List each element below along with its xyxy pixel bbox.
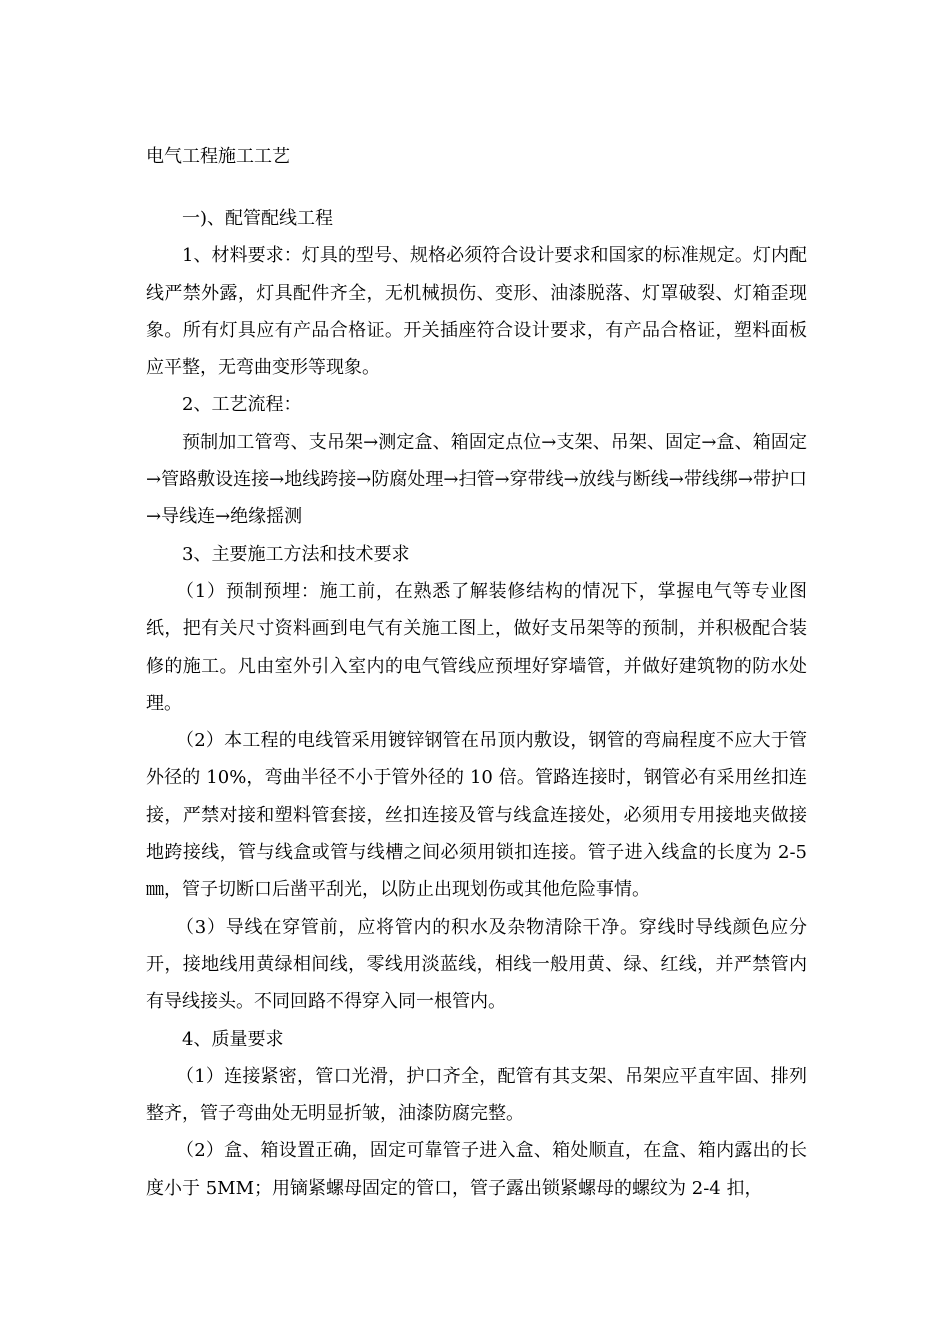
method-item-3-paragraph: （3）导线在穿管前，应将管内的积水及杂物清除干净。穿线时导线颜色应分开，接地线用黄绿相间线，零线用淡蓝线，相线一般用黄、绿、红线，并严禁管内有导线接头。不同回路不得穿入同一根管内。 [146, 916, 807, 1013]
material-requirements-paragraph: 1、材料要求：灯具的型号、规格必须符合设计要求和国家的标准规定。灯内配线严禁外露，灯具配件齐全，无机械损伤、变形、油漆脱落、灯罩破裂、灯箱歪现象。所有灯具应有产品合格证。开关插座符合设计要求，有产品合格证，塑料面板应平整，无弯曲变形等现象。 [146, 245, 807, 379]
process-flow-paragraph: 预制加工管弯、支吊架→测定盒、箱固定点位→支架、吊架、固定→盒、箱固定→管路敷设连接→地线跨接→防腐处理→扫管→穿带线→放线与断线→带线绑→带护口→导线连→绝缘摇测 [146, 431, 807, 528]
document-title: 电气工程施工工艺 [146, 146, 290, 167]
section-heading-wiring: 一)、配管配线工程 [182, 208, 334, 229]
construction-methods-heading: 3、主要施工方法和技术要求 [182, 543, 410, 565]
quality-item-2-paragraph: （2）盒、箱设置正确，固定可靠管子进入盒、箱处顺直，在盒、箱内露出的长度小于 5MM；用镝紧螺母固定的管口，管子露出锁紧螺母的螺纹为 2-4 扣， [146, 1140, 807, 1199]
quality-item-1-paragraph: （1）连接紧密，管口光滑，护口齐全，配管有其支架、吊架应平直牢固、排列整齐，管子弯曲处无明显折皱，油漆防腐完整。 [146, 1065, 807, 1125]
method-item-1-paragraph: （1）预制预埋：施工前，在熟悉了解装修结构的情况下，掌握电气等专业图纸，把有关尺寸资料画到电气有关施工图上，做好支吊架等的预制，并积极配合装修的施工。凡由室外引入室内的电气管线应预埋好穿墙管，并做好建筑物的防水处理。 [146, 580, 807, 714]
quality-requirements-heading: 4、质量要求 [182, 1028, 284, 1050]
method-item-2-paragraph: （2）本工程的电线管采用镀锌钢管在吊顶内敷设，钢管的弯扁程度不应大于管外径的 10%，弯曲半径不小于管外径的 10 倍。管路连接时，钢管必有采用丝扣连接，严禁对接和塑料管套接，丝扣连接及管与线盒连接处，必须用专用接地夹做接地跨接线，管与线盒或管与线槽之间必须用锁扣连接。管子进入线盒的长度为 2-5 ㎜，管子切断口后凿平刮光，以防止出现划伤或其他危险事情。 [146, 730, 807, 901]
process-flow-heading: 2、工艺流程： [182, 394, 302, 416]
document-body [146, 200, 807, 1207]
